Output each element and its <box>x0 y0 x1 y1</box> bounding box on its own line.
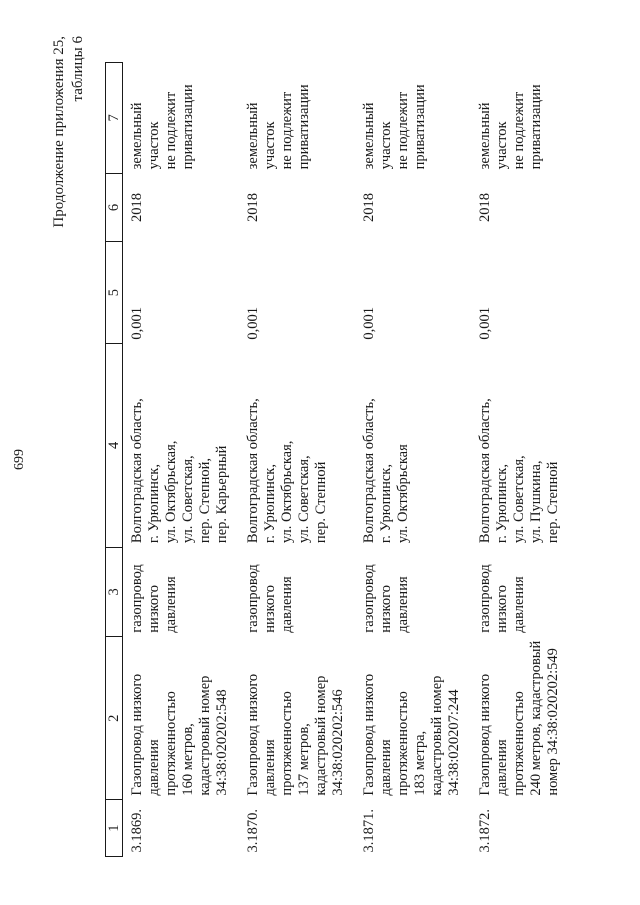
row-number-value: 3.1872. <box>477 809 493 853</box>
object-name-line: 183 метра, <box>412 730 428 796</box>
object-address-cell <box>123 344 238 547</box>
object-name-cell <box>353 637 469 800</box>
object-address-line: ул. Советская, <box>296 455 312 544</box>
object-area-cell <box>469 242 585 344</box>
object-name-line: 240 метров, кадастровый <box>528 640 544 796</box>
object-name-cell <box>469 637 585 800</box>
object-type-line: низкого <box>146 585 162 633</box>
object-name-cell <box>123 637 238 800</box>
row-number-value: 3.1871. <box>361 809 377 853</box>
object-type-line: давления <box>395 576 411 633</box>
object-type-line: газопровод <box>477 564 493 633</box>
row-number-cell <box>353 800 469 857</box>
object-name-line: 137 метров, <box>296 723 312 796</box>
object-name-line: давления <box>378 739 394 796</box>
row-number-cell <box>469 800 585 857</box>
object-name-line: 34:38:020207:244 <box>446 689 462 796</box>
object-name-line: 160 метров, <box>180 723 196 796</box>
object-type-line: газопровод <box>361 564 377 633</box>
row-number-cell <box>237 800 353 857</box>
object-area-cell <box>123 242 238 344</box>
object-area-value: 0,001 <box>361 307 377 340</box>
property-table <box>105 62 585 857</box>
object-type-line: низкого <box>262 585 278 633</box>
table-row <box>237 63 353 857</box>
object-address-line: пер. Степной <box>313 461 329 544</box>
object-address-line: ул. Советская, <box>511 455 527 544</box>
object-name-line: давления <box>146 739 162 796</box>
continuation-note <box>50 36 88 296</box>
object-name-line: давления <box>494 739 510 796</box>
column-header: 7 <box>106 63 123 174</box>
table-body <box>123 63 586 857</box>
object-year-value: 2018 <box>129 192 145 222</box>
privatization-status-line: земельный <box>477 102 493 170</box>
object-address-cell <box>353 344 469 547</box>
object-name-line: Газопровод низкого <box>129 673 145 796</box>
object-name-line: кадастровый номер <box>313 675 329 796</box>
privatization-status-line: не подлежит <box>163 91 179 170</box>
privatization-status-line: земельный <box>361 102 377 170</box>
page-number: 699 <box>12 449 27 470</box>
row-number-value: 3.1870. <box>245 809 261 853</box>
object-name-line: Газопровод низкого <box>245 673 261 796</box>
object-address-cell <box>469 344 585 547</box>
privatization-status-line: участок <box>378 121 394 170</box>
object-type-line: давления <box>279 576 295 633</box>
object-area-cell <box>237 242 353 344</box>
continuation-note-line: Продолжение приложения 25, <box>51 36 67 228</box>
object-name-line: Газопровод низкого <box>361 673 377 796</box>
object-address-line: пер. Степной <box>545 461 561 544</box>
column-header: 6 <box>106 173 123 241</box>
privatization-status-line: приватизации <box>412 84 428 170</box>
object-type-cell <box>469 547 585 637</box>
object-address-line: пер. Карьерный <box>214 445 230 544</box>
continuation-note-line: таблицы 6 <box>70 36 86 102</box>
object-type-line: давления <box>163 576 179 633</box>
privatization-status-cell <box>123 63 238 174</box>
object-name-line: давления <box>262 739 278 796</box>
object-address-cell <box>237 344 353 547</box>
privatization-status-line: не подлежит <box>511 91 527 170</box>
column-header: 4 <box>106 344 123 547</box>
object-name-line: кадастровый номер <box>197 675 213 796</box>
object-name-line: 34:38:020202:548 <box>214 689 230 796</box>
column-header: 2 <box>106 637 123 800</box>
privatization-status-line: не подлежит <box>395 91 411 170</box>
object-type-line: низкого <box>494 585 510 633</box>
object-year-cell <box>123 173 238 241</box>
object-type-cell <box>237 547 353 637</box>
privatization-status-line: участок <box>494 121 510 170</box>
privatization-status-line: земельный <box>129 102 145 170</box>
object-type-line: давления <box>511 576 527 633</box>
column-header: 1 <box>106 800 123 857</box>
table-row <box>469 63 585 857</box>
object-address-line: Волгоградская область, <box>361 398 377 544</box>
row-number-cell <box>123 800 238 857</box>
object-address-line: Волгоградская область, <box>245 398 261 544</box>
object-name-line: протяженностью <box>279 691 295 796</box>
privatization-status-line: участок <box>146 121 162 170</box>
object-year-value: 2018 <box>245 192 261 222</box>
object-area-value: 0,001 <box>477 307 493 340</box>
privatization-status-cell <box>353 63 469 174</box>
object-year-cell <box>237 173 353 241</box>
object-year-cell <box>469 173 585 241</box>
table-row <box>353 63 469 857</box>
object-address-line: г. Урюпинск, <box>146 464 162 544</box>
object-address-line: ул. Советская, <box>180 455 196 544</box>
privatization-status-line: приватизации <box>528 84 544 170</box>
privatization-status-cell <box>469 63 585 174</box>
row-number-value: 3.1869. <box>129 809 145 853</box>
object-name-cell <box>237 637 353 800</box>
object-name-line: протяженностью <box>511 691 527 796</box>
object-name-line: кадастровый номер <box>429 675 445 796</box>
privatization-status-line: участок <box>262 121 278 170</box>
object-type-cell <box>123 547 238 637</box>
privatization-status-cell <box>237 63 353 174</box>
object-address-line: ул. Октябрьская, <box>163 440 179 544</box>
object-area-cell <box>353 242 469 344</box>
object-type-cell <box>353 547 469 637</box>
object-area-value: 0,001 <box>129 307 145 340</box>
privatization-status-line: не подлежит <box>279 91 295 170</box>
privatization-status-line: приватизации <box>296 84 312 170</box>
object-name-line: Газопровод низкого <box>477 673 493 796</box>
table-header-row <box>106 63 123 857</box>
object-address-line: г. Урюпинск, <box>494 464 510 544</box>
object-year-value: 2018 <box>477 192 493 222</box>
object-name-line: номер 34:38:020202:549 <box>545 648 561 796</box>
column-header: 3 <box>106 547 123 637</box>
object-address-line: ул. Октябрьская <box>395 444 411 544</box>
object-address-line: ул. Октябрьская, <box>279 440 295 544</box>
table-row <box>123 63 238 857</box>
object-name-line: 34:38:020202:546 <box>330 689 346 796</box>
object-address-line: Волгоградская область, <box>477 398 493 544</box>
column-header: 5 <box>106 242 123 344</box>
object-address-line: г. Урюпинск, <box>262 464 278 544</box>
privatization-status-line: земельный <box>245 102 261 170</box>
privatization-status-line: приватизации <box>180 84 196 170</box>
object-address-line: ул. Пушкина, <box>528 460 544 544</box>
object-type-line: низкого <box>378 585 394 633</box>
object-name-line: протяженностью <box>163 691 179 796</box>
object-name-line: протяженностью <box>395 691 411 796</box>
object-year-value: 2018 <box>361 192 377 222</box>
object-area-value: 0,001 <box>245 307 261 340</box>
object-type-line: газопровод <box>245 564 261 633</box>
object-type-line: газопровод <box>129 564 145 633</box>
object-address-line: Волгоградская область, <box>129 398 145 544</box>
object-year-cell <box>353 173 469 241</box>
object-address-line: пер. Степной, <box>197 457 213 544</box>
object-address-line: г. Урюпинск, <box>378 464 394 544</box>
